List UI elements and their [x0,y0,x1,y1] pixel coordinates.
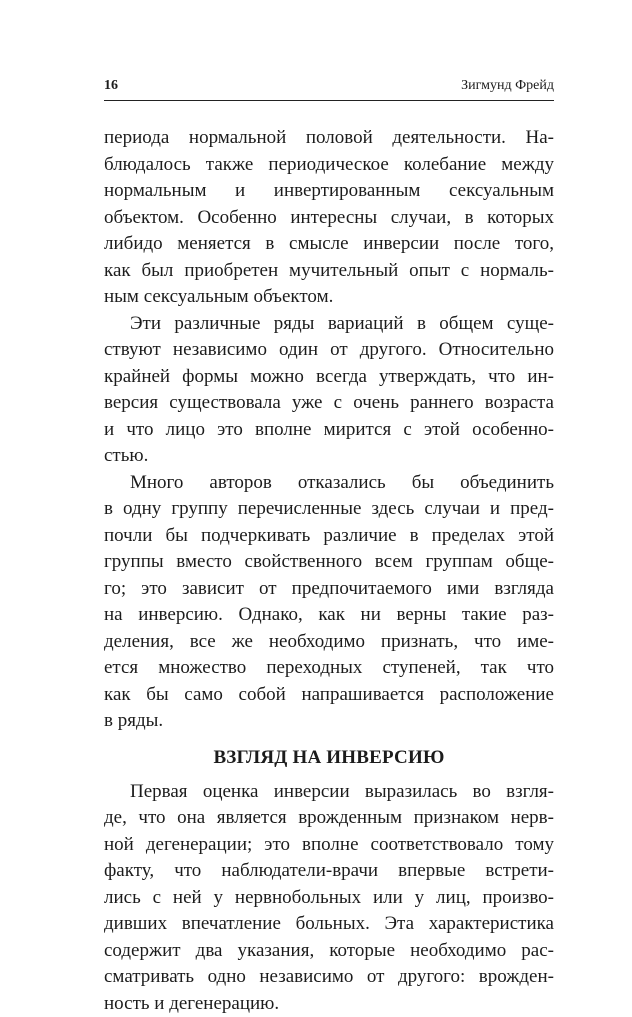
text-line: го; это зависит от предпочитаемого ими взгляда [104,576,554,603]
text-line: ность и дегенерацию. [104,991,554,1017]
text-line: факту, что наблюдатели-врачи впервые встрети- [104,858,554,885]
text-line: объектом. Особенно интересны случаи, в которых [104,205,554,232]
paragraph-1 [104,125,554,311]
text-line: либидо меняется в смысле инверсии после того, [104,231,554,258]
text-line: и что лицо это вполне мирится с этой особенно- [104,417,554,444]
paragraph-3 [104,470,554,735]
text-line: Много авторов отказались бы объединить [104,470,554,497]
section-heading: ВЗГЛЯД НА ИНВЕРСИЮ [104,735,554,779]
text-line: стью. [104,443,554,470]
text-line: Эти различные ряды вариаций в общем суще- [104,311,554,338]
page-body [104,125,554,1017]
text-line: группы вместо свойственного всем группам обще- [104,549,554,576]
running-title: Зигмунд Фрейд [461,78,554,94]
text-line: на инверсию. Однако, как ни верны такие раз- [104,602,554,629]
text-line: содержит два указания, которые необходимо рас- [104,938,554,965]
text-line: в ряды. [104,708,554,735]
page-header [104,78,554,101]
text-line: ствуют независимо один от другого. Относительно [104,337,554,364]
text-line: как бы само собой напрашивается расположение [104,682,554,709]
text-line: версия существовала уже с очень раннего возраста [104,390,554,417]
text-line: ной дегенерации; это вполне соответствовало тому [104,832,554,859]
paragraph-2 [104,311,554,470]
text-line: блюдалось также периодическое колебание между [104,152,554,179]
text-line: дивших впечатление больных. Эта характеристика [104,911,554,938]
paragraph-4 [104,779,554,1017]
text-line: ным сексуальным объектом. [104,284,554,311]
text-line: де, что она является врожденным признаком нерв- [104,805,554,832]
text-line: в одну группу перечисленные здесь случаи и пред- [104,496,554,523]
text-line: крайней формы можно всегда утверждать, что ин- [104,364,554,391]
text-line: деления, все же необходимо признать, что име- [104,629,554,656]
text-line: сматривать одно независимо от другого: врожден- [104,964,554,991]
text-line: периода нормальной половой деятельности. На- [104,125,554,152]
text-line: ется множество переходных ступеней, так что [104,655,554,682]
text-line: почли бы подчеркивать различие в пределах этой [104,523,554,550]
text-line: лись с ней у нервнобольных или у лиц, произво- [104,885,554,912]
text-line: нормальным и инвертированным сексуальным [104,178,554,205]
page-number: 16 [104,78,118,94]
text-line: Первая оценка инверсии выразилась во взгля- [104,779,554,806]
text-line: как был приобретен мучительный опыт с нормаль- [104,258,554,285]
